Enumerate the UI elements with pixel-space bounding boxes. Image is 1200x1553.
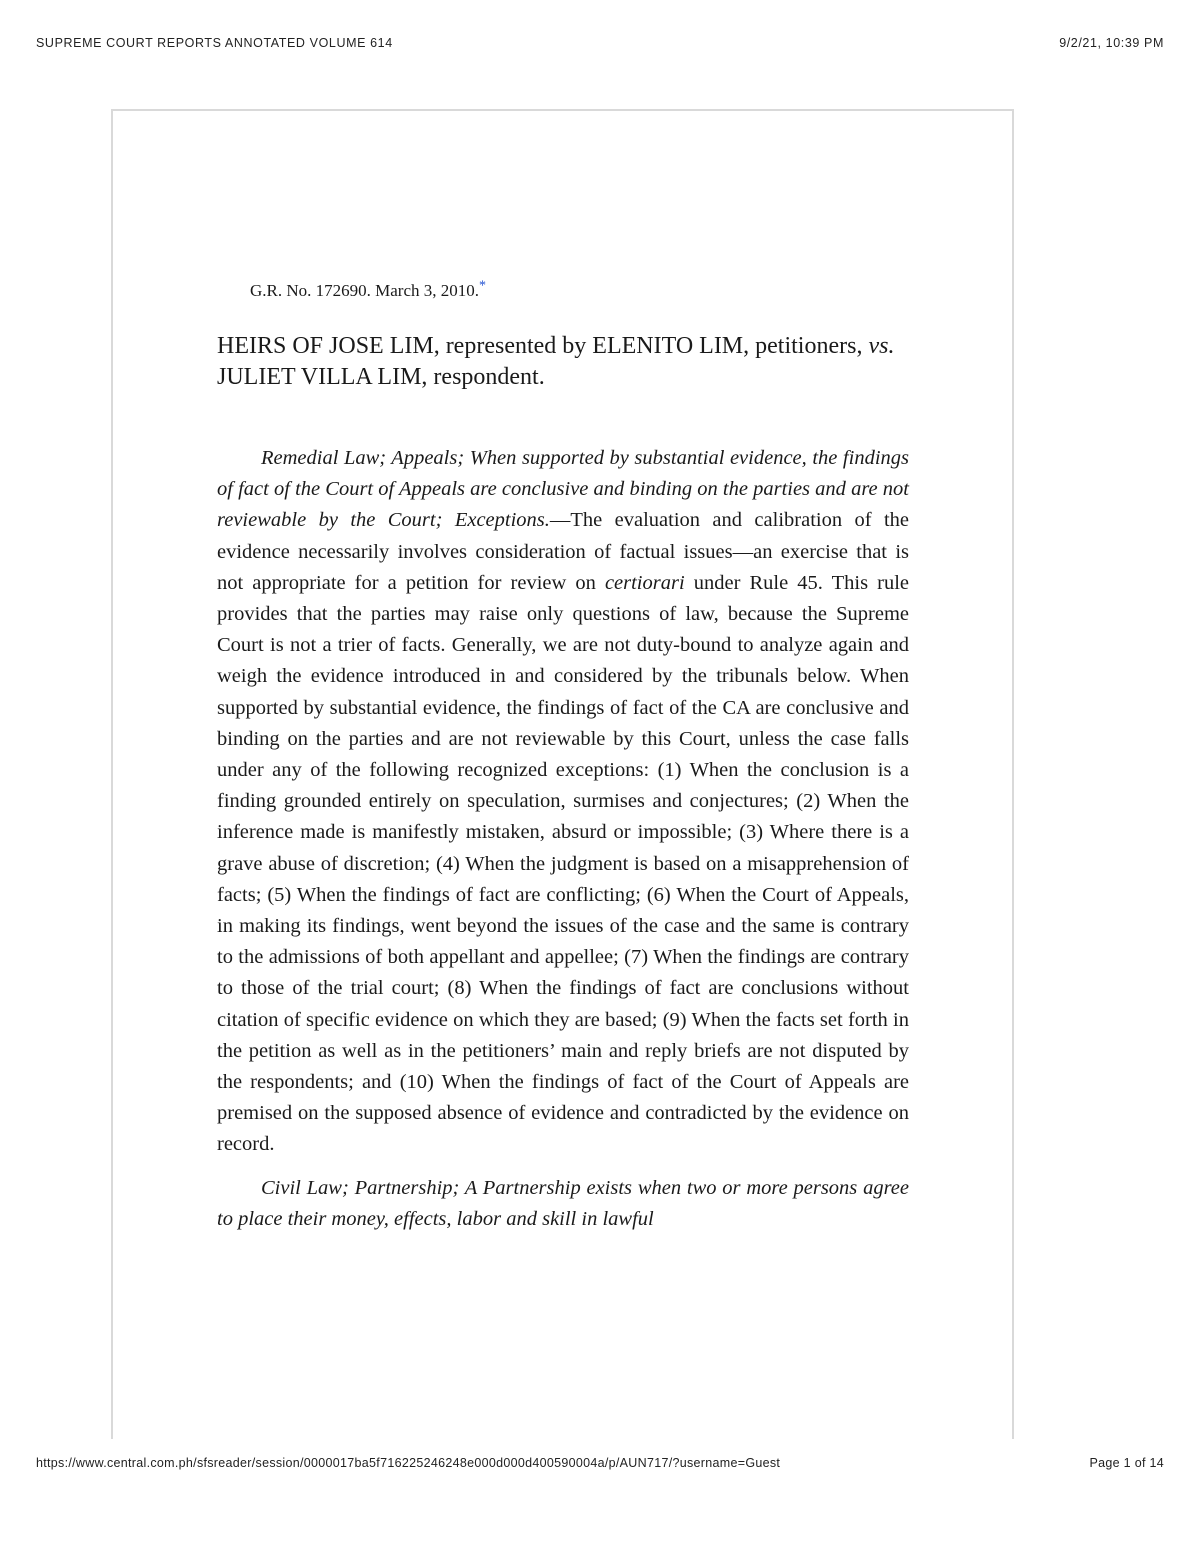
case-number: G.R. No. 172690. March 3, 2010.* <box>250 278 487 300</box>
footnote-marker[interactable]: * <box>479 278 487 294</box>
syllabus-keywords: Remedial Law; Appeals; When supported by substantial evidence, the findings of fact of the Court of Appeals are conclusive and binding on the parties and are not reviewable by the Court; Exceptions. <box>217 447 909 532</box>
syllabus-keywords: Civil Law; Partnership; A Partnership exists when two or more persons agree to place their money, effects, labor and skill in lawful <box>217 1176 909 1230</box>
print-header <box>36 36 1164 50</box>
print-timestamp: 9/2/21, 10:39 PM <box>1059 36 1164 50</box>
page-url[interactable]: https://www.central.com.ph/sfsreader/session/0000017ba5f716225246248e000d000d400590004a/p/AUN717/?username=Guest <box>36 1456 781 1470</box>
document-content <box>217 278 909 1247</box>
syllabus-paragraph <box>217 1173 909 1235</box>
document-page <box>111 109 1014 1439</box>
page-number: Page 1 of 14 <box>1089 1456 1164 1470</box>
syllabus-paragraph: Remedial Law; Appeals; When supported by substantial evidence, the findings of fact of the Court of Appeals are conclusive and binding on the parties and are not reviewable by the Court; Exceptions.—The evaluation and calibration of the evidence necessarily involves consideration of factual issues—an exercise that is not appropriate for a petition for review on certiorari under Rule 45. This rule provides that the parties may raise only questions of law, because the Supreme Court is not a trier of facts. Generally, we are not duty-bound to analyze again and weigh the evidence introduced in and considered by the tribunals below. When supported by substantial evidence, the findings of fact of the CA are conclusive and binding on the parties and are not reviewable by this Court, unless the case falls under any of the following recognized exceptions: (1) When the conclusion is a finding grounded entirely on speculation, surmises and conjectures; (2) When the inference made is manifestly mistaken, absurd or impossible; (3) Where there is a grave abuse of discretion; (4) When the judgment is based on a misapprehension of facts; (5) When the findings of fact are conflicting; (6) When the Court of Appeals, in making its findings, went beyond the issues of the case and the same is contrary to the admissions of both appellant and appellee; (7) When the findings are contrary to those of the trial court; (8) When the findings of fact are conclusions without citation of specific evidence on which they are based; (9) When the facts set forth in the petition as well as in the petitioners’ main and reply briefs are not disputed by the respondents; and (10) When the findings of fact of the Court of Appeals are premised on the supposed absence of evidence and contradicted by the evidence on record. <box>217 447 909 1156</box>
case-title: HEIRS OF JOSE LIM, represented by ELENITO LIM, petitioners, vs. JULIET VILLA LIM, respondent. <box>217 333 895 390</box>
document-source-title: SUPREME COURT REPORTS ANNOTATED VOLUME 614 <box>36 36 393 50</box>
print-footer <box>36 1456 1164 1470</box>
